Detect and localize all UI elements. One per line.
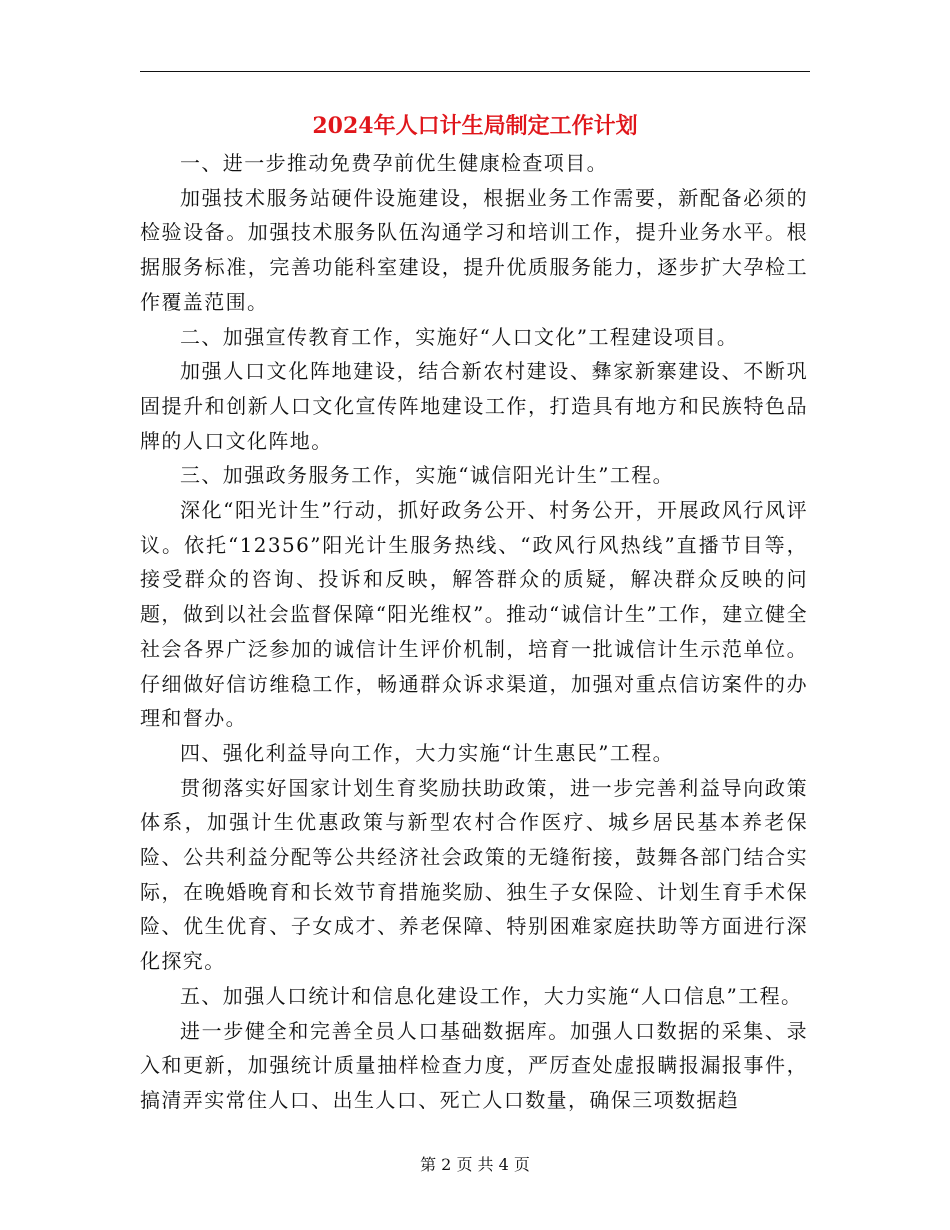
section-heading-4: 四、强化利益导向工作，大力实施“计生惠民”工程。 (180, 740, 675, 765)
paragraph-4: 贯彻落实好国家计划生育奖励扶助政策，进一步完善利益导向政策体系，加强计生优惠政策与新型农村合作医疗、城乡居民基本养老保险、公共利益分配等公共经济社会政策的无缝衔接，鼓舞各部门结合实际，在晚婚晚育和长效节育措施奖励、独生子女保险、计划生育手术保险、优生优育、子女成才、养老保障、特别困难家庭扶助等方面进行深化探究。 (140, 775, 808, 974)
header-rule (140, 71, 810, 72)
paragraph-3: 深化“阳光计生”行动，抓好政务公开、村务公开，开展政风行风评议。依托“12356”阳光计生服务热线、“政风行风热线”直播节目等，接受群众的咨询、投诉和反映，解答群众的质疑，解决群众反映的问题，做到以社会监督保障“阳光维权”。推动“诚信计生”工作，建立健全社会各界广泛参加的诚信计生评价机制，培育一批诚信计生示范单位。仔细做好信访维稳工作，畅通群众诉求渠道，加强对重点信访案件的办理和督办。 (140, 498, 808, 731)
section-heading-5: 五、加强人口统计和信息化建设工作，大力实施“人口信息”工程。 (180, 983, 803, 1008)
document-title: 2024年人口计生局制定工作计划 (312, 113, 638, 139)
section-heading-3: 三、加强政务服务工作，实施“诚信阳光计生”工程。 (180, 463, 675, 488)
section-heading-1: 一、进一步推动免费孕前优生健康检查项目。 (180, 151, 608, 175)
section-heading-2: 二、加强宣传教育工作，实施好“人口文化”工程建设项目。 (180, 324, 739, 349)
page-number-label: 第 2 页 共 4 页 (420, 1155, 530, 1174)
page-footer (0, 1153, 950, 1177)
paragraph-1: 加强技术服务站硬件设施建设，根据业务工作需要，新配备必须的检验设备。加强技术服务队伍沟通学习和培训工作，提升业务水平。根据服务标准，完善功能科室建设，提升优质服务能力，逐步扩大孕检工作覆盖范围。 (140, 185, 808, 314)
paragraph-5: 进一步健全和完善全员人口基础数据库。加强人口数据的采集、录入和更新，加强统计质量抽样检查力度，严厉查处虚报瞒报漏报事件，搞清弄实常住人口、出生人口、死亡人口数量，确保三项数据趋 (140, 1018, 808, 1112)
paragraph-2: 加强人口文化阵地建设，结合新农村建设、彝家新寨建设、不断巩固提升和创新人口文化宣传阵地建设工作，打造具有地方和民族特色品牌的人口文化阵地。 (140, 359, 808, 453)
document-body (140, 146, 808, 1118)
